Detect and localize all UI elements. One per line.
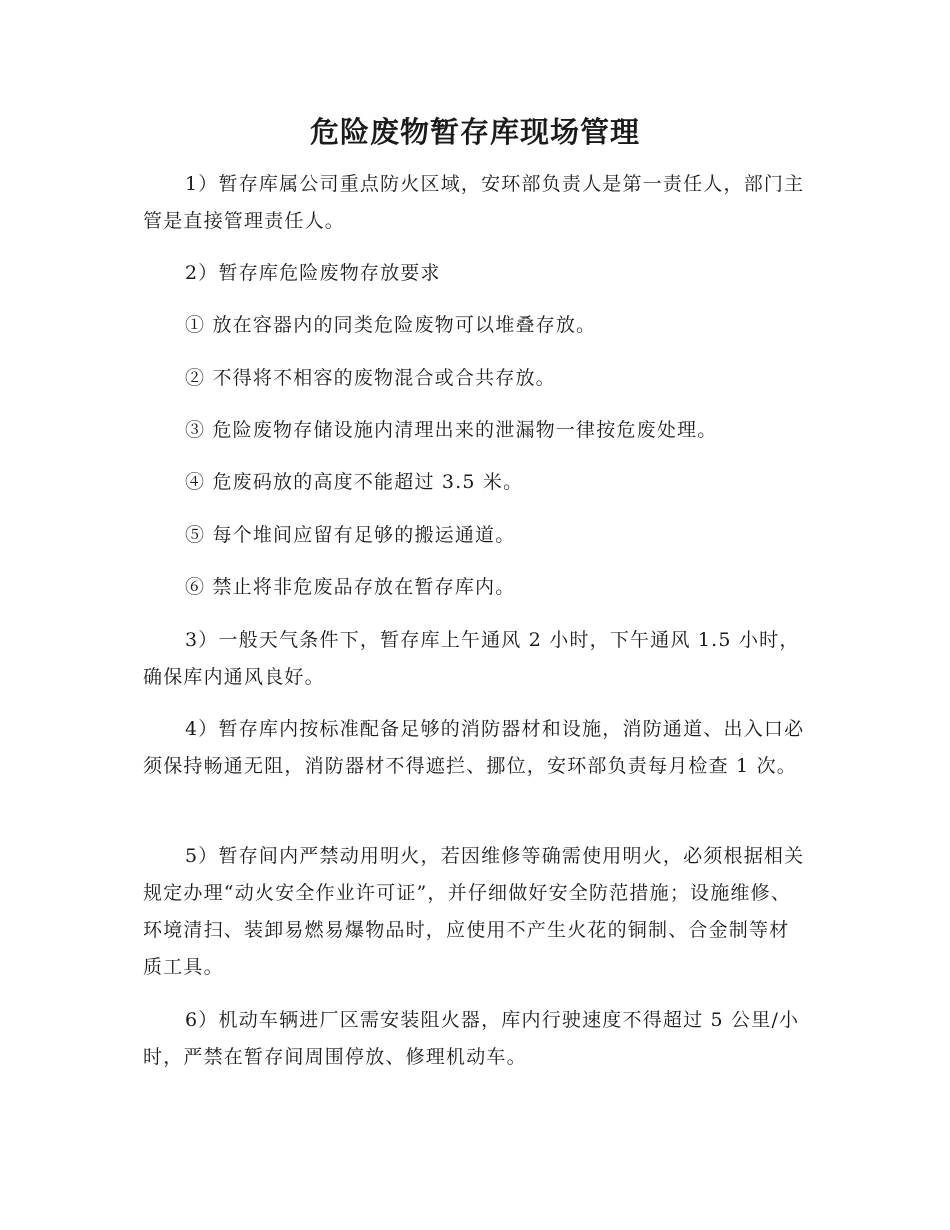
list-item-4: ④ 危废码放的高度不能超过 3.5 米。 [185, 471, 524, 493]
list-item-2: ② 不得将不相容的废物混合或合共存放。 [185, 367, 556, 389]
list-item-3: ③ 危险废物存储设施内清理出来的泄漏物一律按危废处理。 [185, 419, 718, 441]
document-title: 危险废物暂存库现场管理 [309, 115, 640, 149]
paragraph-3: 3）一般天气条件下，暂存库上午通风 2 小时，下午通风 1.5 小时，确保库内通风良好。 [143, 629, 800, 688]
paragraph-5: 5）暂存间内严禁动用明火，若因维修等确需使用明火，必须根据相关规定办理“动火安全作业许可证”，并仔细做好安全防范措施；设施维修、环境清扫、装卸易燃易爆物品时，应使用不产生火花的铜制、合金制等材质工具。 [143, 845, 805, 978]
paragraph-2: 2）暂存库危险废物存放要求 [185, 262, 441, 284]
paragraph-1: 1）暂存库属公司重点防火区域，安环部负责人是第一责任人，部门主管是直接管理责任人。 [143, 173, 805, 232]
list-item-1: ① 放在容器内的同类危险废物可以堆叠存放。 [185, 314, 597, 336]
paragraph-4: 4）暂存库内按标准配备足够的消防器材和设施，消防通道、出入口必须保持畅通无阻，消防器材不得遮拦、挪位，安环部负责每月检查 1 次。 [143, 718, 805, 777]
list-item-6: ⑥ 禁止将非危废品存放在暂存库内。 [185, 576, 516, 598]
paragraph-6: 6）机动车辆进厂区需安装阻火器，库内行驶速度不得超过 5 公里/小时，严禁在暂存间周围停放、修理机动车。 [143, 1009, 800, 1068]
list-item-5: ⑤ 每个堆间应留有足够的搬运通道。 [185, 524, 516, 546]
